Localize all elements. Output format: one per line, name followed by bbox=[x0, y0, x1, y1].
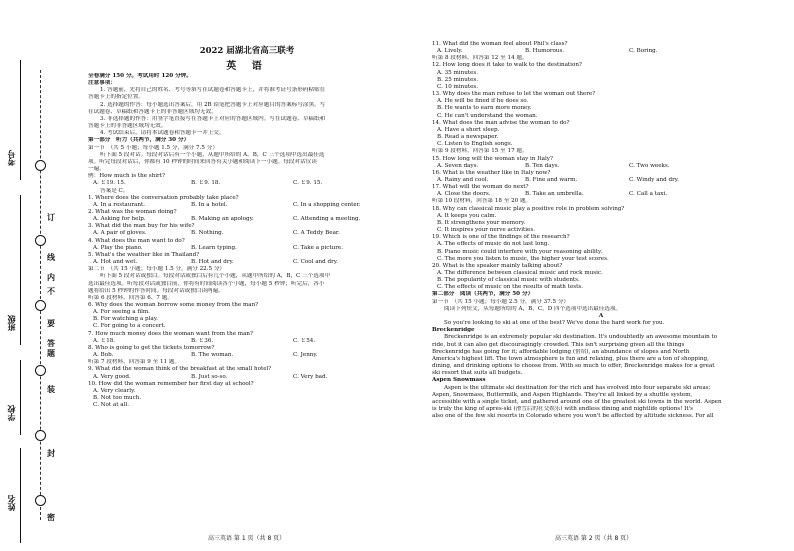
text-line: 一遍。 bbox=[88, 166, 105, 173]
text-line: 例：How much is the shirt? bbox=[88, 173, 165, 180]
text-line: 6. Why does the woman borrow some money from the man? bbox=[88, 302, 259, 308]
binding-hole bbox=[35, 365, 46, 376]
answer-option: B. Take an umbrella. bbox=[525, 191, 584, 198]
text-line: 第一节 （共 5 小题；每小题 1.5 分，满分 7.5 分） bbox=[88, 144, 218, 151]
text-line: 3. 非选择题的作答：用签字笔直接写在答题卡上对应的答题区域内。写在试题卷、草稿纸和 bbox=[100, 115, 326, 122]
text-line: 听下面 5 段对话。每段对话后有一个小题，从题中所给的 A，B，C 三个选项中选出最佳选 bbox=[100, 151, 325, 158]
page-footer-left: 高三英语 第 1 页（共 8 页） bbox=[208, 535, 286, 542]
cut-word: 装 bbox=[47, 384, 55, 394]
answer-options bbox=[88, 245, 406, 252]
text-line: 听第 10 段材料，回答第 18 至 20 题。 bbox=[432, 198, 532, 205]
binding-hole bbox=[35, 235, 46, 246]
text-line: 项。听完每段对话后，你都有 10 秒钟的时间来回答有关小题和阅读下一小题。每段对话仅读 bbox=[88, 158, 317, 165]
answer-option: C. Call a taxi. bbox=[629, 191, 668, 198]
cut-word: 内 bbox=[47, 272, 55, 282]
text-line: America's highest lift. The town atmosphere is fun and relaxing, plus there are a ton of shopping, bbox=[432, 355, 709, 362]
answer-option: A. In a restaurant. bbox=[93, 201, 145, 208]
answer-option: C. ￡9. 15. bbox=[293, 180, 323, 187]
class-label: 班级 bbox=[7, 315, 16, 331]
cut-word: 订 bbox=[47, 212, 55, 222]
answer-option: C. Cool and dry. bbox=[293, 259, 338, 266]
answer-option: B. Ten days. bbox=[525, 162, 560, 169]
text-line: Aspen is the ultimate ski destination for the rich and has evolved into four separate ski areas; bbox=[444, 384, 711, 391]
text-line: 8. Who is going to get the tickets tomorrow? bbox=[88, 344, 215, 351]
answer-option: A. Seven days. bbox=[437, 162, 479, 169]
text-line: C. 10 minutes. bbox=[437, 83, 479, 90]
left-column bbox=[88, 73, 406, 409]
answer-option: B. Humorous. bbox=[525, 48, 565, 55]
text-line: 3. What did the man buy for his wife? bbox=[88, 223, 195, 230]
binding-hole bbox=[35, 430, 46, 441]
school-line bbox=[20, 360, 21, 435]
text-line: A. 35 minutes. bbox=[437, 69, 478, 76]
text-line: B. For watching a play. bbox=[93, 316, 158, 323]
answer-option: C. Jenny. bbox=[293, 352, 318, 359]
text-line: C. Not at all. bbox=[93, 402, 129, 409]
text-line: 12. How long does it take to walk to the destination? bbox=[432, 62, 582, 69]
text-line: 第一节 （共 15 小题；每小题 2.5 分，满分 37.5 分） bbox=[432, 298, 570, 305]
text-line: 11. What did the woman feel about Phil's class? bbox=[432, 41, 568, 47]
text-line: B. 25 minutes. bbox=[437, 76, 479, 83]
text-line: B. He wants to earn more money. bbox=[437, 105, 532, 112]
text-line: A. He will be fined if he does so. bbox=[437, 98, 529, 105]
text-line: 全卷满分 150 分。考试用时 120 分钟。 bbox=[88, 73, 192, 79]
answer-options bbox=[432, 48, 770, 55]
text-line: 1. 答题前，先将自己的姓名、考号等填写在试题卷和答题卡上，并将准考证号条形码粘贴在 bbox=[100, 87, 326, 94]
answer-option: B. Nothing. bbox=[191, 230, 224, 237]
text-line: ride, but it can also get discouragingly crowded. This isn't surprising given all the things bbox=[432, 341, 685, 348]
answer-options bbox=[432, 177, 770, 184]
binding-hole bbox=[35, 300, 46, 311]
text-line: C. The more you listen to music, the higher your test scores. bbox=[437, 255, 609, 262]
text-line: is truly the king of après-ski (滑雪后的社交娱乐) with endless dining and nightlife options! It's bbox=[432, 405, 693, 412]
text-line: So you're looking to ski at one of the best? We've done the hard work for you. bbox=[444, 320, 665, 327]
answer-options bbox=[432, 191, 770, 198]
text-line: B. The popularity of classical music with students. bbox=[437, 277, 580, 284]
text-line: A. For seeing a film. bbox=[93, 309, 150, 316]
answer-options bbox=[88, 374, 406, 381]
text-line: 题将给出 5 秒钟的作答时间。每段对话或独白读两遍。 bbox=[88, 287, 224, 294]
text-line: 18. Why can classical music play a positive role in problem solving? bbox=[432, 205, 625, 212]
text-line: 15. How long will the woman stay in Italy? bbox=[432, 155, 553, 162]
text-line: B. Not too much. bbox=[93, 395, 142, 402]
name-label: 姓名 bbox=[7, 495, 16, 511]
text-line: 在试题卷、草稿纸和答题卡上的非答题区域均无效。 bbox=[88, 108, 217, 115]
text-line: Breckenridge has going for it; affordable lodging (借宿), an abundance of slopes and North bbox=[432, 348, 690, 355]
text-line: C. He can't understand the woman. bbox=[437, 112, 538, 119]
text-line: 第一部分 听力（共两节，满分 30 分） bbox=[88, 137, 190, 144]
name-line bbox=[20, 448, 21, 543]
text-line: A. The difference between classical music and rock music. bbox=[437, 270, 603, 276]
text-line: C. It inspires your nerve activities. bbox=[437, 227, 536, 234]
text-line: C. Listen to English songs. bbox=[437, 141, 513, 148]
text-line: 2. What was the woman doing? bbox=[88, 208, 177, 215]
cut-word: 答 bbox=[47, 338, 55, 348]
text-line: B. It strengthens your memory. bbox=[437, 219, 526, 226]
text-line: 5. What's the weather like in Thailand? bbox=[88, 251, 200, 258]
text-line: ski resort that suits all budgets. bbox=[432, 370, 523, 377]
text-line: B. Piano music could interfere with your reasoning ability. bbox=[437, 248, 603, 255]
answer-option: A. A pair of gloves. bbox=[93, 230, 147, 237]
answer-option: C. ￡54. bbox=[293, 337, 316, 344]
answer-option: B. In a hotel. bbox=[191, 201, 228, 208]
cut-word: 不 bbox=[47, 286, 55, 296]
answer-options bbox=[432, 163, 770, 170]
text-line: 听第 8 段材料，回答第 12 至 14 题。 bbox=[432, 55, 528, 62]
text-line: B. Read a newspaper. bbox=[437, 134, 499, 141]
text-line: 听第 7 段材料，回答第 9 至 11 题。 bbox=[88, 359, 181, 366]
text-line: A bbox=[598, 312, 604, 319]
text-line: Breckenridge is an extremely popular ski destination. It's undoubtedly an awesome mountain to bbox=[444, 334, 718, 341]
subject-title: 英 语 bbox=[226, 61, 268, 72]
answer-option: A. Hot and wet. bbox=[93, 259, 138, 266]
answer-option: B. Making an apology. bbox=[191, 216, 254, 223]
binding-gutter bbox=[0, 0, 62, 551]
page-footer-right: 高三英语 第 2 页（共 8 页） bbox=[555, 535, 633, 542]
exam-no-line bbox=[20, 60, 21, 180]
text-line: 阅读下列短文，从每题所给的 A，B，C，D 四个选项中选出最佳选项。 bbox=[444, 305, 622, 312]
text-line: 答题卡上的指定位置。 bbox=[88, 94, 144, 101]
exam-title: 2022 届湖北省高三联考 bbox=[199, 46, 295, 56]
answer-option: C. Very bad. bbox=[293, 373, 328, 380]
text-line: Aspen, Snowmass, Buttermilk, and Aspen Highlands. They're all linked by a shuttle system, bbox=[432, 391, 693, 398]
answer-option: A. Close the doors. bbox=[437, 191, 491, 198]
answer-option: B. ￡36. bbox=[191, 337, 214, 344]
right-column bbox=[432, 41, 770, 420]
cut-word: 密 bbox=[47, 512, 55, 522]
answer-options bbox=[88, 259, 406, 266]
text-line: A. Very clearly. bbox=[93, 387, 136, 394]
exam-no-label: 考号 bbox=[7, 150, 16, 166]
text-line: 听第 6 段材料，回答第 6、7 题。 bbox=[88, 294, 173, 301]
text-line: 4. What does the man want to do? bbox=[88, 237, 185, 244]
answer-option: A. Very good. bbox=[93, 373, 131, 380]
answer-option: C. Two weeks. bbox=[629, 162, 670, 169]
school-label: 学校 bbox=[7, 405, 16, 421]
text-line: 1. Where does the conversation probably take place? bbox=[88, 194, 239, 201]
cut-word: 要 bbox=[47, 318, 55, 328]
answer-option: B. The woman. bbox=[191, 352, 234, 359]
text-line: 16. What is the weather like in Italy now? bbox=[432, 169, 551, 176]
text-line: 第二节 （共 15 小题；每小题 1.5 分，满分 22.5 分） bbox=[88, 266, 226, 273]
text-line: dining, and drinking options to choose from. With so much to offer, Breckenridge makes for a great bbox=[432, 363, 715, 370]
text-line: 听第 9 段材料，回答第 15 至 17 题。 bbox=[432, 148, 528, 155]
answer-options bbox=[88, 230, 406, 237]
answer-option: C. A Teddy Bear. bbox=[293, 230, 340, 237]
text-line: 7. How much money does the woman want from the man? bbox=[88, 330, 254, 337]
text-line: 答题卡上的非答题区域均无效。 bbox=[88, 123, 167, 130]
answer-option: C. Windy and dry. bbox=[629, 176, 679, 183]
answer-option: A. Rainy and cool. bbox=[437, 176, 489, 183]
text-line: 选出最佳选项。听每段对话或独白前，你将有时间阅读各个小题，每小题 5 秒钟；听完后，各小 bbox=[88, 280, 325, 287]
text-line: 注意事项： bbox=[88, 80, 116, 87]
text-line: 14. What does the man advise the woman to do? bbox=[432, 119, 570, 126]
text-line: 答案是 C。 bbox=[100, 187, 129, 194]
text-line: Aspen Snowmass bbox=[432, 377, 486, 384]
answer-option: B. Hot and dry. bbox=[191, 259, 234, 266]
text-line: C. For going to a concert. bbox=[93, 323, 166, 330]
answer-options bbox=[88, 216, 406, 223]
cut-line bbox=[40, 70, 41, 520]
text-line: 17. What will the woman do next? bbox=[432, 184, 529, 191]
text-line: 2. 选择题的作答：每小题选出答案后，用 2B 铅笔把答题卡上对应题目的答案标号涂黑。写 bbox=[100, 101, 326, 108]
text-line: A. The effects of music do not last long. bbox=[437, 241, 550, 248]
text-line: also one of the few ski resorts in Colorado where you won't be affected by altitude sickness. For all bbox=[432, 413, 714, 420]
answer-option: A. ￡19. 15. bbox=[93, 180, 126, 187]
answer-option: B. Learn typing. bbox=[191, 244, 237, 251]
text-line: C. The effects of music on the results of math tests. bbox=[437, 284, 584, 291]
binding-hole bbox=[35, 495, 46, 506]
text-line: accessible with a single ticket, and gathered around one of the greatest ski towns in the world. Aspen bbox=[432, 398, 722, 405]
text-line: A. It keeps you calm. bbox=[437, 212, 497, 219]
class-line bbox=[20, 195, 21, 345]
answer-option: A. ￡18. bbox=[93, 337, 116, 344]
answer-option: C. Take a picture. bbox=[293, 244, 343, 251]
answer-options bbox=[88, 180, 406, 187]
text-line: 4. 考试结束后，请将本试题卷和答题卡一并上交。 bbox=[100, 130, 225, 137]
answer-options bbox=[88, 202, 406, 209]
answer-option: B. Just so-so. bbox=[191, 373, 228, 380]
cut-word: 题 bbox=[47, 348, 55, 358]
answer-option: B. ￡9. 18. bbox=[191, 180, 221, 187]
answer-option: A. Play the piano. bbox=[93, 244, 143, 251]
answer-options bbox=[88, 352, 406, 359]
text-line: Breckenridge bbox=[432, 327, 475, 334]
text-line: 19. Which is one of the findings of the research? bbox=[432, 234, 570, 241]
text-line: 13. Why does the man refuse to let the woman out there? bbox=[432, 91, 596, 98]
answer-option: A. Bob. bbox=[93, 352, 114, 359]
answer-option: C. In a shopping center. bbox=[293, 201, 361, 208]
text-line: A. Have a short sleep. bbox=[437, 126, 500, 133]
text-line: 听下面 5 段对话或独白。每段对话或独白后有几个小题，从题中所给的 A，B，C 三个选项中 bbox=[100, 273, 331, 280]
binding-hole bbox=[35, 160, 46, 171]
cut-word: 线 bbox=[47, 252, 55, 262]
answer-option: B. Fine and warm. bbox=[525, 176, 578, 183]
answer-option: A. Asking for help. bbox=[93, 216, 146, 223]
cut-word: 封 bbox=[47, 448, 55, 458]
answer-options bbox=[88, 338, 406, 345]
text-line: 第二部分 阅读（共两节，满分 50 分） bbox=[432, 291, 534, 298]
answer-option: C. Boring. bbox=[629, 48, 658, 55]
text-line: 9. What did the woman think of the breakfast at the small hotel? bbox=[88, 366, 272, 373]
answer-option: C. Attending a meeting. bbox=[293, 216, 361, 223]
text-line: 20. What is the speaker mainly talking about? bbox=[432, 262, 563, 269]
text-line: 10. How did the woman remember her first day at school? bbox=[88, 380, 254, 387]
answer-option: A. Lively. bbox=[437, 48, 463, 55]
